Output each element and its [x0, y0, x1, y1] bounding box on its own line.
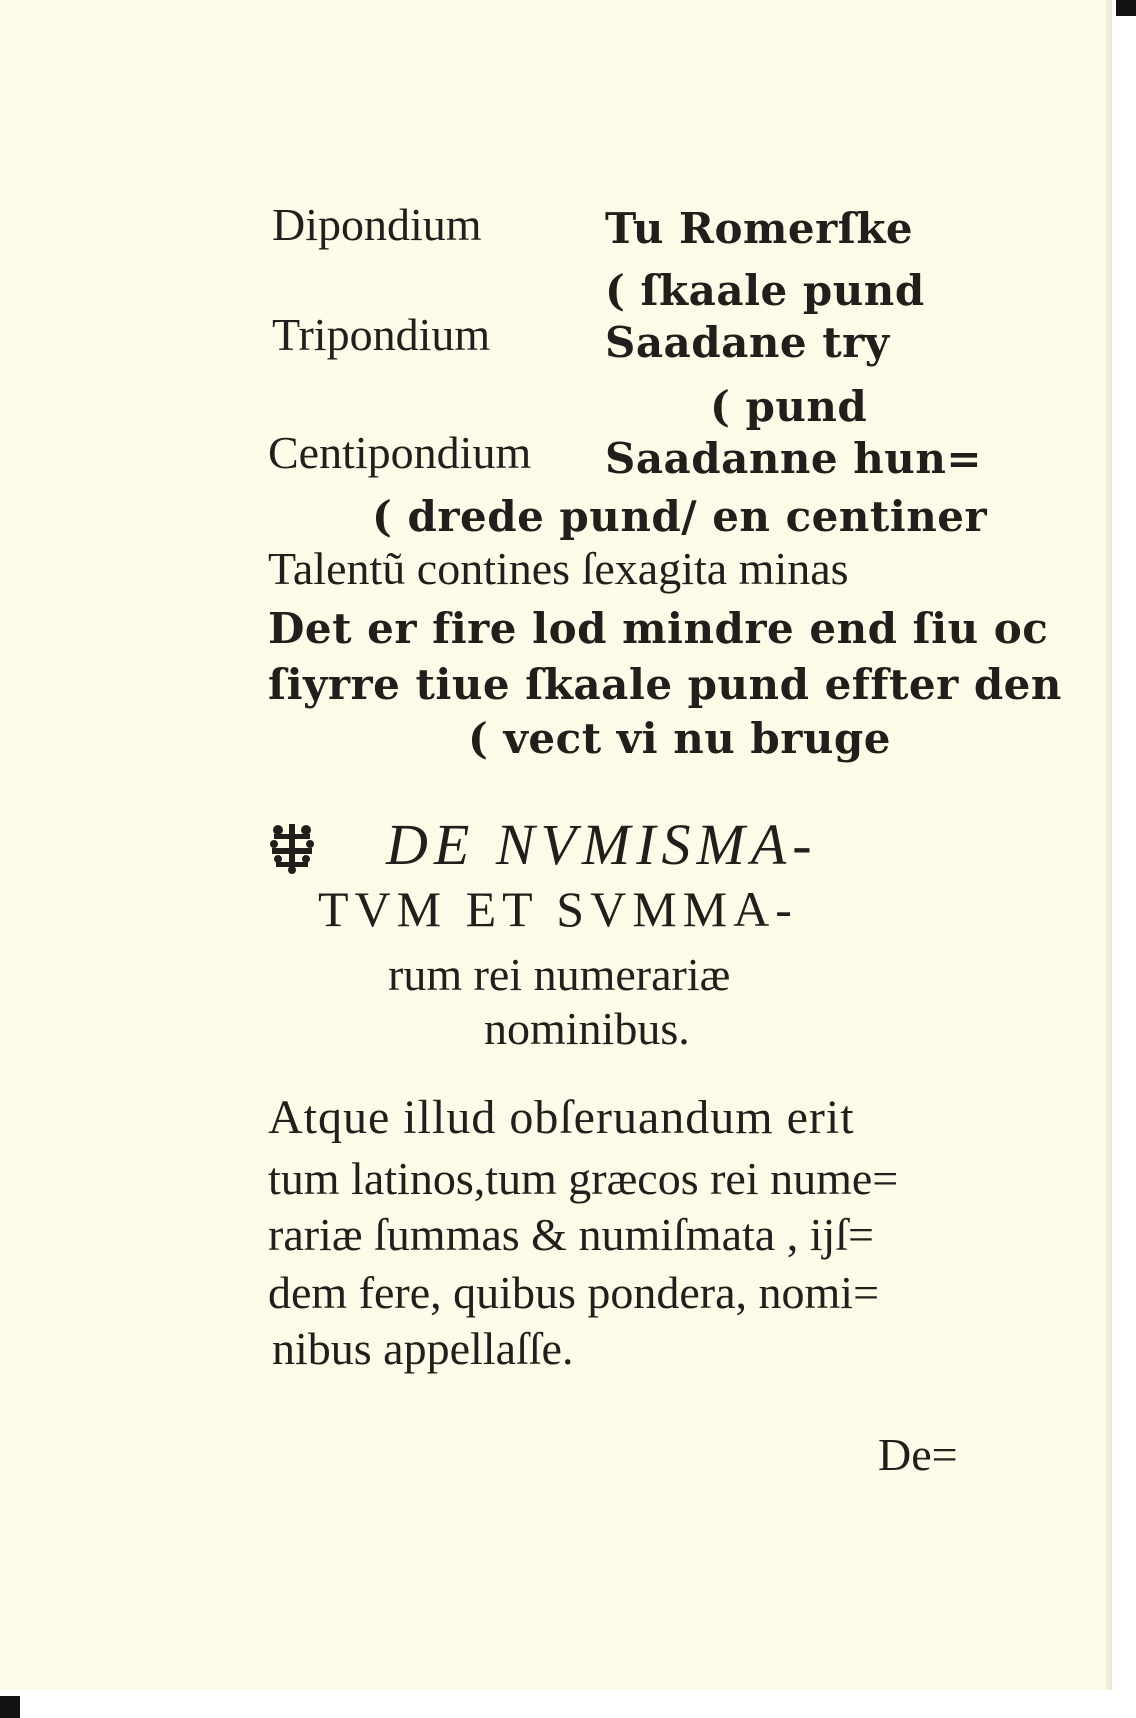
body-line-1: Atque illud obſeruandum erit — [268, 1091, 855, 1144]
gloss-tripondium: Saadane try — [605, 318, 890, 367]
heading-line-4: nominibus. — [484, 1003, 690, 1054]
term-dipondium: Dipondium — [272, 199, 482, 250]
scan-edge-mark-bottom — [0, 1696, 20, 1718]
talentum-line-1: Talentũ contines ſexagita minas — [268, 543, 849, 594]
talentum-line-3: ſiyrre tiue ſkaale pund effter den — [268, 660, 1062, 709]
term-centipondium: Centipondium — [268, 427, 532, 478]
talentum-line-2: Det er fire lod mindre end ſiu oc — [268, 604, 1049, 653]
heading-line-2: TVM ET SVMMA- — [318, 881, 798, 937]
body-line-5: nibus appellaſſe. — [272, 1323, 574, 1374]
body-line-4: dem fere, quibus pondera, nomi= — [268, 1267, 880, 1318]
body-line-3: rariæ ſummas & numiſmata , ijſ= — [268, 1209, 874, 1260]
term-tripondium: Tripondium — [272, 309, 491, 360]
gloss-dipondium: Tu Romerſke — [605, 204, 914, 253]
heading-line-3: rum rei numerariæ — [388, 949, 731, 1000]
gloss-centipondium: Saadanne hun= — [605, 434, 983, 483]
gloss-centipondium-cont: ( drede pund/ en centiner — [372, 492, 988, 541]
body-line-2: tum latinos,tum græcos rei nume= — [268, 1153, 899, 1204]
gloss-tripondium-cont: ( pund — [710, 382, 868, 431]
fleuron-ornament-icon — [268, 822, 316, 874]
gloss-dipondium-cont: ( ſkaale pund — [605, 266, 925, 315]
catchword: De= — [878, 1429, 958, 1480]
page-fold-shadow — [1106, 0, 1112, 1690]
heading-line-1: DE NVMISMA- — [386, 812, 818, 877]
talentum-line-4: ( vect vi nu bruge — [468, 714, 892, 763]
scan-edge-mark-top — [1116, 0, 1136, 16]
